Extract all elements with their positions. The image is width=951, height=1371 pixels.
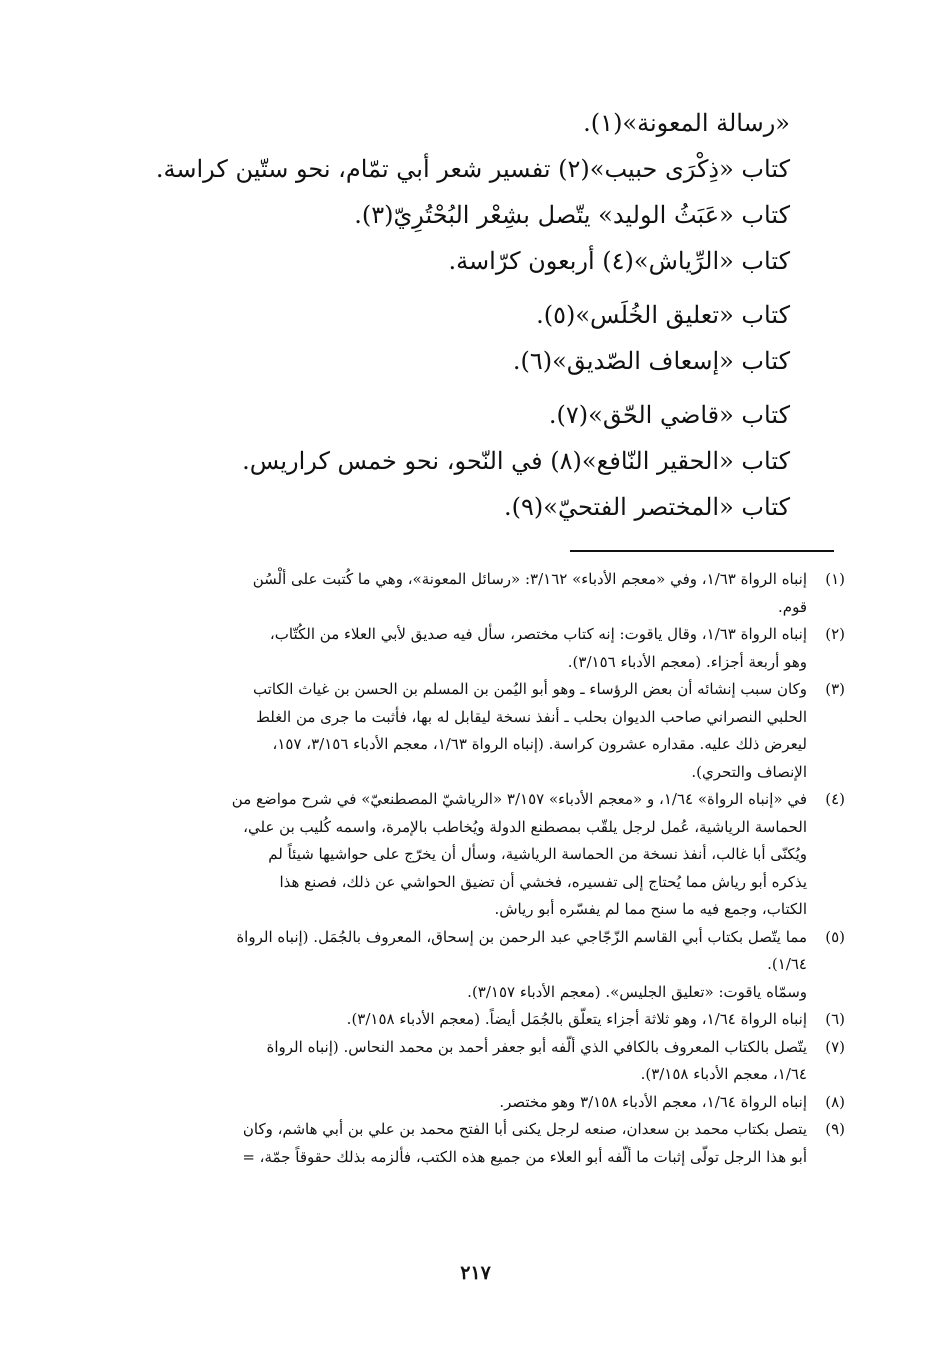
footnote-line: إنباه الرواة ١/٦٤، معجم الأدباء ٣/١٥٨ وهو مختصر. xyxy=(499,1092,807,1111)
footnote-line: الحماسة الرياشية، عُمل لرجل يلقّب بمصطنع الدولة ويُخاطب بالإمرة، واسمه كُليب بن علي، xyxy=(243,817,807,836)
footnote-line: قوم. xyxy=(778,597,807,616)
footnote-number: (٣) xyxy=(825,680,845,698)
footnote-number: (٩) xyxy=(825,1120,845,1138)
footnote-body xyxy=(100,621,807,676)
main-text-line: كتاب «الرِّياش»(٤) أربعون كرّاسة. xyxy=(448,247,790,275)
footnote xyxy=(100,1034,845,1089)
footnote-line: يذكره أبو رياش مما يُحتاج إلى تفسيره، فخشي أن تضيق الحواشي عن ذلك، فصنع هذا xyxy=(279,872,807,891)
footnote-line: ليعرض ذلك عليه. مقداره عشرون كراسة. (إنباه الرواة ١/٦٣، معجم الأدباء ٣/١٥٦، ١٥٧، xyxy=(272,735,807,753)
footnote-body xyxy=(100,786,807,924)
main-text-block xyxy=(150,100,790,530)
footnote-body xyxy=(100,1006,807,1034)
footnote-line: إنباه الرواة ١/٦٣، وقال ياقوت: إنه كتاب مختصر، سأل فيه صديق لأبي العلاء من الكُتّاب، xyxy=(269,625,807,643)
footnote-line: الحلبي النصراني صاحب الديوان بحلب ـ أنفذ نسخة ليقابل له بها، فأثبت ما جرى من الغلط xyxy=(256,707,807,726)
main-text-line: كتاب «إسعاف الصّديق»(٦). xyxy=(512,347,790,375)
footnote-number: (٤) xyxy=(825,790,845,808)
footnote-number: (٨) xyxy=(825,1092,845,1111)
footnote-line: مما يتّصل بكتاب أبي القاسم الزّجّاجي عبد الرحمن بن إسحاق، المعروف بالجُمَل. (إنباه الرواة xyxy=(236,927,807,946)
main-text-line: كتاب «تعليق الخُلَس»(٥). xyxy=(536,301,790,329)
footnote-body xyxy=(100,1034,807,1089)
footnote-number: (٦) xyxy=(825,1010,845,1028)
footnote-line: ١/٦٤). xyxy=(767,955,807,973)
footnote-number: (١) xyxy=(825,570,845,588)
footnote-body xyxy=(100,1116,807,1171)
footnote-line: ١/٦٤، معجم الأدباء ٣/١٥٨). xyxy=(640,1065,807,1083)
footnote-line: يتّصل بالكتاب المعروف بالكافي الذي ألّفه أبو جعفر أحمد بن محمد النحاس. (إنباه الرواة xyxy=(266,1037,807,1056)
footnote-line: يتصل بكتاب محمد بن سعدان، صنعه لرجل يكنى أبا الفتح محمد بن علي بن أبي هاشم، وكان xyxy=(242,1120,807,1138)
main-text-line: كتاب «الحقير النّافع»(٨) في النّحو، نحو خمس كراريس. xyxy=(242,447,790,475)
page-number: ٢١٧ xyxy=(460,1262,491,1284)
footnote-body xyxy=(100,1089,807,1117)
footnote-number: (٧) xyxy=(825,1037,845,1056)
footnote-body xyxy=(100,924,807,979)
footnote-line: الكتاب، وجمع فيه ما سنح مما لم يفسّره أبو رياش. xyxy=(494,900,807,918)
footnote xyxy=(100,1089,845,1117)
footnote-body xyxy=(100,566,807,621)
footnote-body xyxy=(100,676,807,786)
footnote-line: إنباه الرواة ١/٦٤، وهو ثلاثة أجزاء يتعلّق بالجُمَل أيضاً. (معجم الأدباء ٣/١٥٨). xyxy=(346,1010,807,1028)
footnote xyxy=(100,1006,845,1034)
footnote xyxy=(100,1116,845,1171)
footnote-extra-line: وسمّاه ياقوت: «تعليق الجليس». (معجم الأدباء ٣/١٥٧). xyxy=(467,982,807,1001)
footnote xyxy=(100,924,845,979)
footnote-line: في «إنباه الرواة» ١/٦٤، و «معجم الأدباء» ٣/١٥٧ «الرياشيّ المصطنعيّ» في شرح مواضع من xyxy=(231,790,807,808)
main-text-line: كتاب «المختصر الفتحيّ»(٩). xyxy=(504,493,790,521)
footnote-number: (٥) xyxy=(825,927,845,946)
footnote-line: وهو أربعة أجزاء. (معجم الأدباء ٣/١٥٦). xyxy=(567,652,807,671)
footnote xyxy=(100,621,845,676)
footnote-line: وكان سبب إنشائه أن بعض الرؤساء ـ وهو أبو اليُمن بن المسلم بن الحسن بن غياث الكاتب xyxy=(252,680,807,698)
main-text-line: كتاب «ذِكْرَى حبيب»(٢) تفسير شعر أبي تمّام، نحو ستّين كراسة. xyxy=(155,155,790,183)
footnote-number: (٢) xyxy=(825,625,845,643)
footnotes-block xyxy=(100,566,845,1171)
footnote xyxy=(100,566,845,621)
footnote xyxy=(100,676,845,786)
main-text-line: كتاب «عَبَثُ الوليد» يتّصل بشِعْر البُحْتُرِيّ(٣). xyxy=(354,201,790,229)
footnote-line: الإنصاف والتحري). xyxy=(691,762,807,781)
footnote-line: ويُكنّى أبا غالب، أنفذ نسخة من الحماسة الرياشية، وسأل أن يخرّج على حواشيها شيئاً لم xyxy=(268,845,807,863)
footnote xyxy=(100,786,845,924)
footnote-line: أبو هذا الرجل تولّى إثبات ما ألّفه أبو العلاء من جميع هذه الكتب، فألزمه بذلك حقوقاً جمّة، = xyxy=(242,1147,807,1166)
footnote-line: إنباه الرواة ١/٦٣، وفي «معجم الأدباء» ٣/١٦٢: «رسائل المعونة»، وهي ما كُتبت على ألْسُن xyxy=(252,570,807,588)
main-text-line: «رسالة المعونة»(١). xyxy=(583,109,790,137)
footnote-separator xyxy=(570,550,834,552)
main-text-line: كتاب «قاضي الحّق»(٧). xyxy=(548,401,790,429)
